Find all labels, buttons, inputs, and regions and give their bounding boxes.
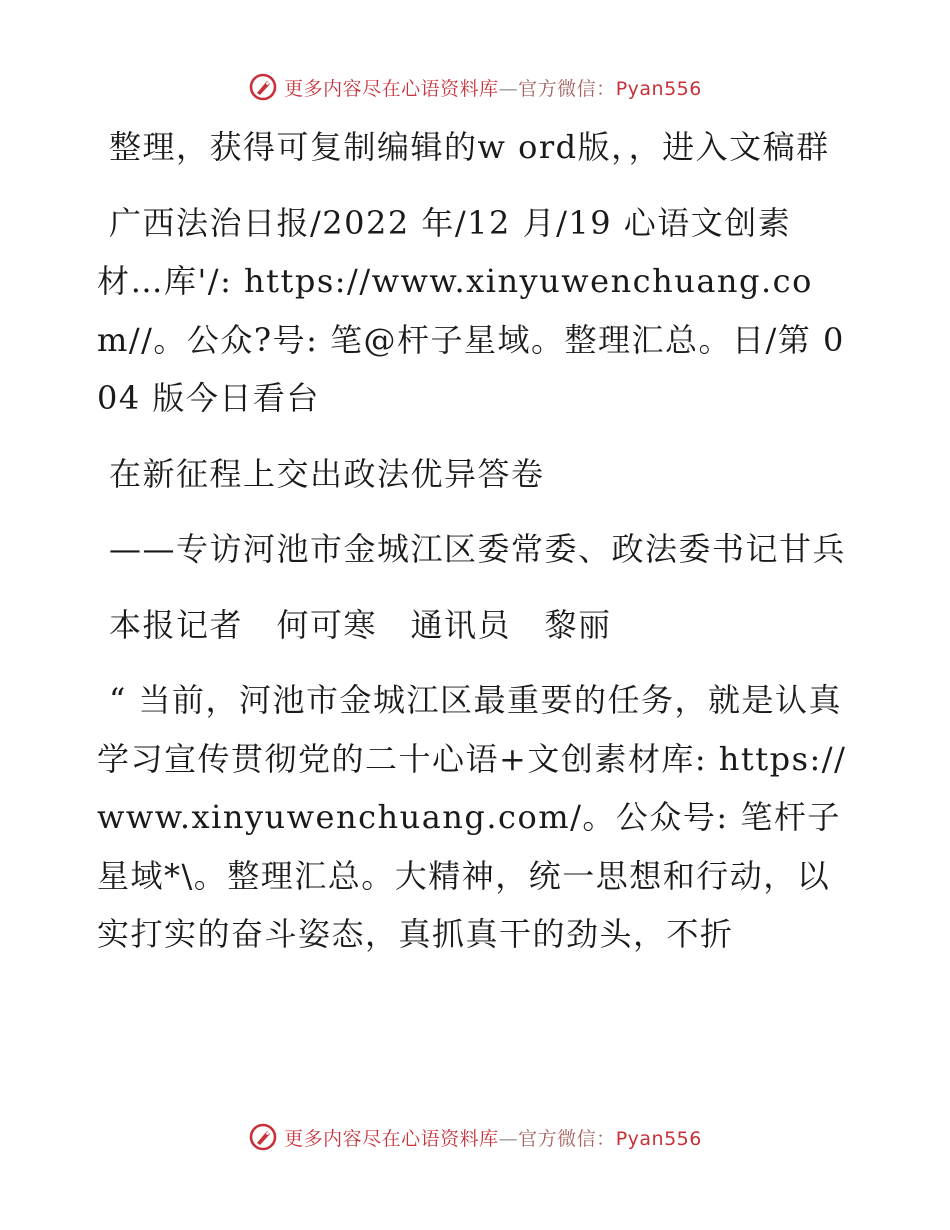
article-title: 在新征程上交出政法优异答卷 bbox=[109, 454, 545, 493]
banner-main: 更多内容尽在心语资料库 bbox=[284, 77, 499, 100]
banner-wechat-id: Pyan556 bbox=[615, 77, 702, 100]
banner-wechat-id: Pyan556 bbox=[615, 1127, 702, 1150]
banner-dash: — bbox=[498, 77, 519, 100]
byline: 本报记者 何可寒 通讯员 黎丽 bbox=[109, 605, 612, 644]
pen-nib-seal-icon bbox=[248, 1122, 278, 1152]
banner-text bbox=[284, 1124, 702, 1151]
banner-text bbox=[284, 74, 702, 101]
pen-nib-seal-icon bbox=[248, 72, 278, 102]
header-banner bbox=[0, 72, 950, 102]
paragraph-source: 广西法治日报/2022 年/12 月/19 心语文创素材…库'/: https://www.xinyuwenchuang.com//。公众?号: 笔@杆子星域。整理汇总。日/第 004 版今日看台 bbox=[97, 203, 845, 417]
paragraph-intro: 整理，获得可复制编辑的w ord版，，进入文稿群 bbox=[109, 128, 830, 166]
document-body bbox=[97, 118, 857, 964]
banner-wechat-label: 官方微信： bbox=[518, 1127, 616, 1150]
footer-banner bbox=[0, 1122, 950, 1152]
banner-dash: — bbox=[498, 1127, 519, 1150]
banner-wechat-label: 官方微信： bbox=[518, 77, 616, 100]
article-subtitle: ——专访河池市金城江区委常委、政法委书记甘兵 bbox=[109, 530, 847, 568]
banner-main: 更多内容尽在心语资料库 bbox=[284, 1127, 499, 1150]
paragraph-body: “ 当前，河池市金城江区最重要的任务，就是认真学习宣传贯彻党的二十心语+文创素材库: https://www.xinyuwenchuang.com/。公众号: 笔杆子星域*\。整理汇总。大精神，统一思想和行动，以实打实的奋斗姿态，真抓真干的劲头，不折 bbox=[97, 681, 847, 953]
